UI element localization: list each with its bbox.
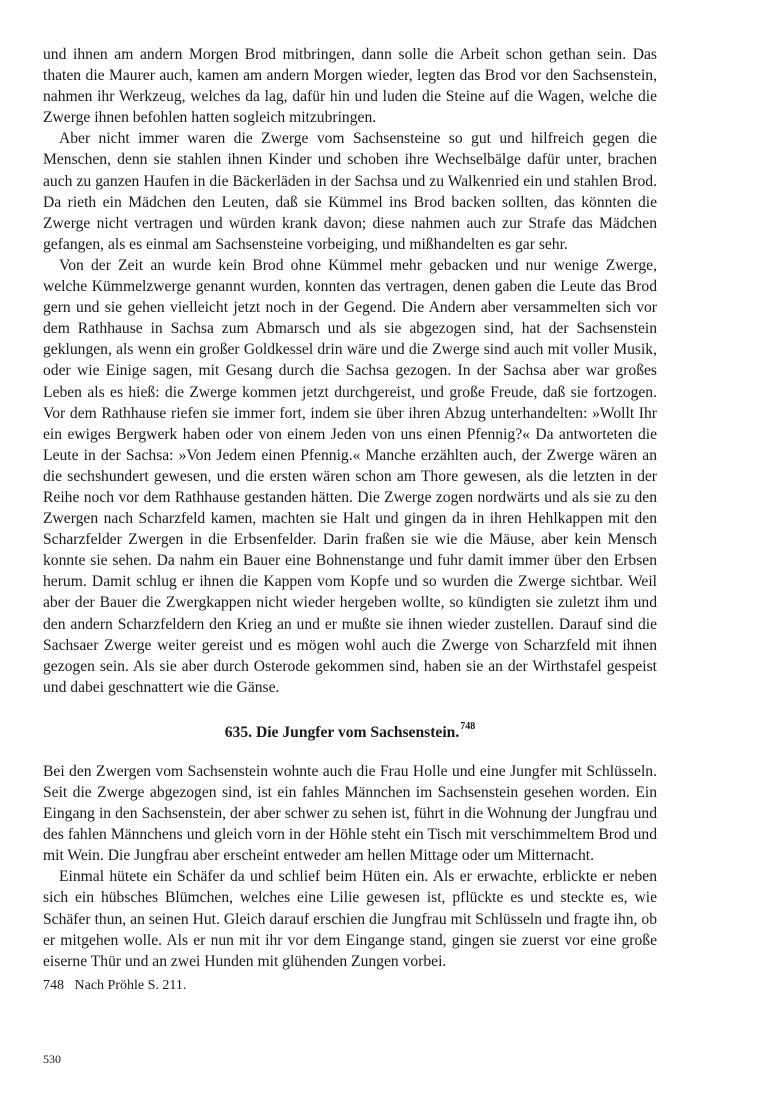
section-heading: [43, 722, 657, 743]
footnote-reference[interactable]: 748: [460, 720, 476, 732]
page-number: 530: [43, 1052, 61, 1066]
paragraph: Von der Zeit an wurde kein Brod ohne Kümmel mehr gebacken und nur wenige Zwerge, welche Kümmelzwerge genannt wurden, konnten das vertragen, denen gaben die Leute das Brod gern und sie gehen vielleicht jetzt noch in der Gegend. Die Andern aber versammelten sich vor dem Rathhause in Sachsa zum Abmarsch und als sie abgezogen sind, hat der Sachsenstein geklungen, als wenn ein großer Goldkessel drin wäre und die Zwerge sind auch mit voller Musik, oder wie Einige sagen, mit Gesang durch die Sachsa gezogen. In der Sachsa aber war großes Leben als es hieß: die Zwerge kommen jetzt durchgereist, und große Freude, daß sie fortzogen. Vor dem Rathhause riefen sie immer fort, indem sie über ihren Abzug unterhandelten: »Wollt Ihr ein ewiges Bergwerk haben oder von einem Jeden von uns einen Pfennig?« Da antworteten die Leute in der Sachsa: »Von Jedem einen Pfennig.« Manche erzählten auch, der Zwerge wären an die sechshundert gewesen, und die ersten wären schon am Thore gewesen, als die letzten in der Reihe noch vor dem Rathhause gestanden hätten. Die Zwerge zogen nordwärts und als sie zu den Zwergen nach Scharzfeld kamen, machten sie Halt und gingen da in ihren Hehlkappen mit den Scharzfelder Zwergen in die Erbsenfelder. Darin fraßen sie wie die Mäuse, aber kein Mensch konnte sie sehen. Da nahm ein Bauer eine Bohnenstange und fuhr damit immer über den Erbsen herum. Damit schlug er ihnen die Kappen vom Kopfe und so wurden die Zwerge sichtbar. Weil aber der Bauer die Zwergkappen nicht wieder hergeben wollte, so kündigten sie zuletzt ihm und den andern Scharzfeldern den Krieg an und er mußte sie ihnen wieder zustellen. Darauf sind die Sachsaer Zwerge weiter gereist und es mögen wohl auch die Zwerge von Scharzfeld mit ihnen gezogen sein. Als sie aber durch Osterode gekommen sind, haben sie an der Wirthstafel gespeist und dabei geschnattert wie die Gänse.: [43, 256, 657, 696]
section-title: 635. Die Jungfer vom Sachsenstein.: [224, 723, 460, 741]
footnote-text: Nach Pröhle S. 211.: [74, 977, 187, 993]
paragraph: Aber nicht immer waren die Zwerge vom Sachsensteine so gut und hilfreich gegen die Menschen, denn sie stahlen ihnen Kinder und schoben ihre Wechselbälge dafür unter, brachen auch zu ganzen Haufen in die Bäckerläden in der Sachsa und zu Walkenried ein und stahlen Brod. Da rieth ein Mädchen den Leuten, daß sie Kümmel ins Brod backen sollten, das könnten die Zwerge nicht vertragen und würden krank davon; diese nahmen auch zur Strafe das Mädchen gefangen, als es einmal am Sachsensteine vorbeiging, und mißhandelten es gar sehr.: [43, 130, 657, 253]
page-body: [43, 44, 657, 995]
paragraph: und ihnen am andern Morgen Brod mitbringen, dann solle die Arbeit schon gethan sein. Das thaten die Maurer auch, kamen am andern Morgen wieder, legten das Brod vor den Sachsenstein, nahmen ihr Werkzeug, welches da lag, dafür hin und luden die Steine auf die Wagen, welche die Zwerge ihnen befohlen hatten sogleich mitzubringen.: [43, 46, 657, 127]
paragraph: Einmal hütete ein Schäfer da und schlief beim Hüten ein. Als er erwachte, erblickte er neben sich ein hübsches Blümchen, welches eine Lilie gewesen ist, pflückte es und steckte es, wie Schäfer thun, an seinen Hut. Gleich darauf erschien die Jungfrau mit Schlüsseln und fragte ihn, ob er mitgehen wolle. Als er nun mit ihr vor dem Eingange stand, gingen sie zuerst vor eine große eiserne Thür und an zwei Hunden mit glühenden Zungen vorbei.: [43, 868, 657, 970]
paragraph: Bei den Zwergen vom Sachsenstein wohnte auch die Frau Holle und eine Jungfer mit Schlüsseln. Seit die Zwerge abgezogen sind, ist ein fahles Männchen im Sachsenstein gesehen worden. Ein Eingang in den Sachsenstein, der aber schwer zu sehen ist, führt in die Wohnung der Jungfrau und des fahlen Männchens und gleich vorn in der Höhle steht ein Tisch mit verschimmeltem Brod und mit Wein. Die Jungfrau aber erscheint entweder am hellen Mittage oder um Mitternacht.: [43, 762, 657, 865]
footnote: [43, 976, 657, 995]
footnote-number: 748: [43, 977, 64, 993]
